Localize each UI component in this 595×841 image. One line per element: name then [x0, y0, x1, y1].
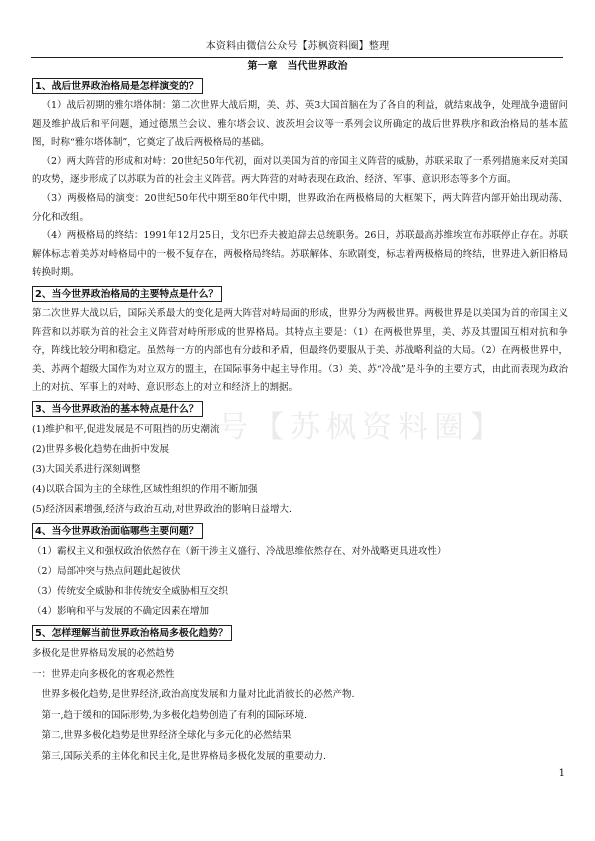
watermark: 号【苏枫资料圈】 [218, 410, 506, 445]
question-heading: 3、当今世界政治的基本特点是什么？ [32, 401, 203, 417]
paragraph: 第二次世界大战以后，国际关系最大的变化是两大阵营对峙局面的形成，世界分为两极世界。两极世界是以美国为首的帝国主义阵营和以苏联为首的社会主义阵营对峙所形成的世界格局。其特点主要是：（1）在两极世界里，美、苏及其盟国互相对抗和争夺，阵线比较分明和稳定。虽然每一方的内部也有分歧和矛盾，但最终仍要服从于美、苏战略利益的大局。（2）在两极世界中，美、苏两个超级大国作为对立双方的盟主，在国际事务中起主导作用。（3）美、苏“冷战”是斗争的主要方式，由此而表现为政治上的对抗、军事上的对峙、意识形态上的对立和经济上的割据。 [32, 307, 568, 394]
page-number: 1 [558, 768, 565, 779]
list-item: 第三,国际关系的主体化和民主化,是世界格局多极化发展的重要动力. [41, 750, 327, 762]
document-body [32, 76, 568, 767]
question-heading: 4、当今世界政治面临哪些主要问题？ [32, 523, 203, 539]
paragraph: （1）战后初期的雅尔塔体制：第二次世界大战后期，美、苏、英3大国首脑在为了各自的利益，就结束战争，处理战争遗留问题及维护战后和平问题，通过德黑兰会议、雅尔塔会议、波茨坦会议等一系列会议所确定的战后世界秩序和政治格局的基本蓝图，时称“雅尔塔体制”，它奠定了战后两极格局的基础。 [32, 100, 568, 149]
list-item: 多极化是世界格局发展的必然趋势 [32, 647, 175, 659]
question-heading: 2、当今世界政治格局的主要特点是什么？ [32, 286, 222, 302]
section-5-body [32, 644, 568, 768]
section-4 [32, 523, 568, 539]
section-1 [32, 78, 568, 94]
paragraph: （3）两极格局的演变：20世纪50年代中期至80年代中期，世界政治在两极格局的大框架下，两大阵营内部开始出现动荡、分化和改组。 [32, 192, 568, 223]
question-heading: 5、怎样理解当前世界政治格局多极化趋势？ [32, 625, 232, 641]
paragraph: （2）两大阵营的形成和对峙：20世纪50年代初，面对以美国为首的帝国主义阵营的威胁，苏联采取了一系列措施来反对美国的攻势，逐步形成了以苏联为首的社会主义阵营。两大阵营的对峙表现在政治、经济、军事、意识形态等多个方面。 [32, 155, 568, 186]
list-item: （2）局部冲突与热点问题此起彼伏 [32, 565, 181, 577]
list-item: 第一,趋于缓和的国际形势,为多极化趋势创造了有利的国际环境. [41, 709, 308, 721]
list-item: (4)以联合国为主的全球性,区域性组织的作用不断加强 [32, 483, 258, 495]
header-divider [31, 57, 563, 58]
section-3 [32, 401, 568, 417]
list-item: (5)经济因素增强,经济与政治互动,对世界政治的影响日益增大. [32, 503, 293, 515]
list-item: 一：世界走向多极化的客观必然性 [32, 668, 175, 680]
list-item: 世界多极化趋势,是世界经济,政治高度发展和力量对比此消彼长的必然产物. [41, 689, 355, 701]
list-item: 第二,世界多极化趋势是世界经济全球化与多元化的必然结果 [41, 730, 292, 742]
section-5 [32, 625, 568, 641]
list-item: (2)世界多极化趋势在曲折中发展 [32, 443, 169, 455]
paragraph: （4）两极格局的终结：1991年12月25日，戈尔巴乔夫被迫辞去总统职务。26日，苏联最高苏维埃宣布苏联停止存在。苏联解体标志着美苏对峙格局中的一极不复存在，两极格局终结。苏联解体、东欧剧变，标志着两极格局的终结，世界进入新旧格局转换时期。 [32, 230, 568, 279]
list-item: (3)大国关系进行深刻调整 [32, 463, 141, 475]
question-heading: 1、战后世界政治格局是怎样演变的？ [32, 78, 203, 94]
list-item: （4）影响和平与发展的不确定因素在增加 [32, 605, 210, 617]
list-item: (1)维护和平,促进发展是不可阻挡的历史潮流 [32, 423, 220, 435]
list-item: （3）传统安全威胁和非传统安全威胁相互交织 [32, 585, 229, 597]
chapter-title: 第一章 当代世界政治 [247, 61, 348, 72]
page-header: 本资料由微信公众号【苏枫资料圈】整理 [205, 41, 390, 52]
list-item: （1）霸权主义和强权政治依然存在（新干涉主义盛行、冷战思维依然存在、对外战略更具进攻性） [32, 545, 447, 557]
section-2 [32, 286, 568, 302]
